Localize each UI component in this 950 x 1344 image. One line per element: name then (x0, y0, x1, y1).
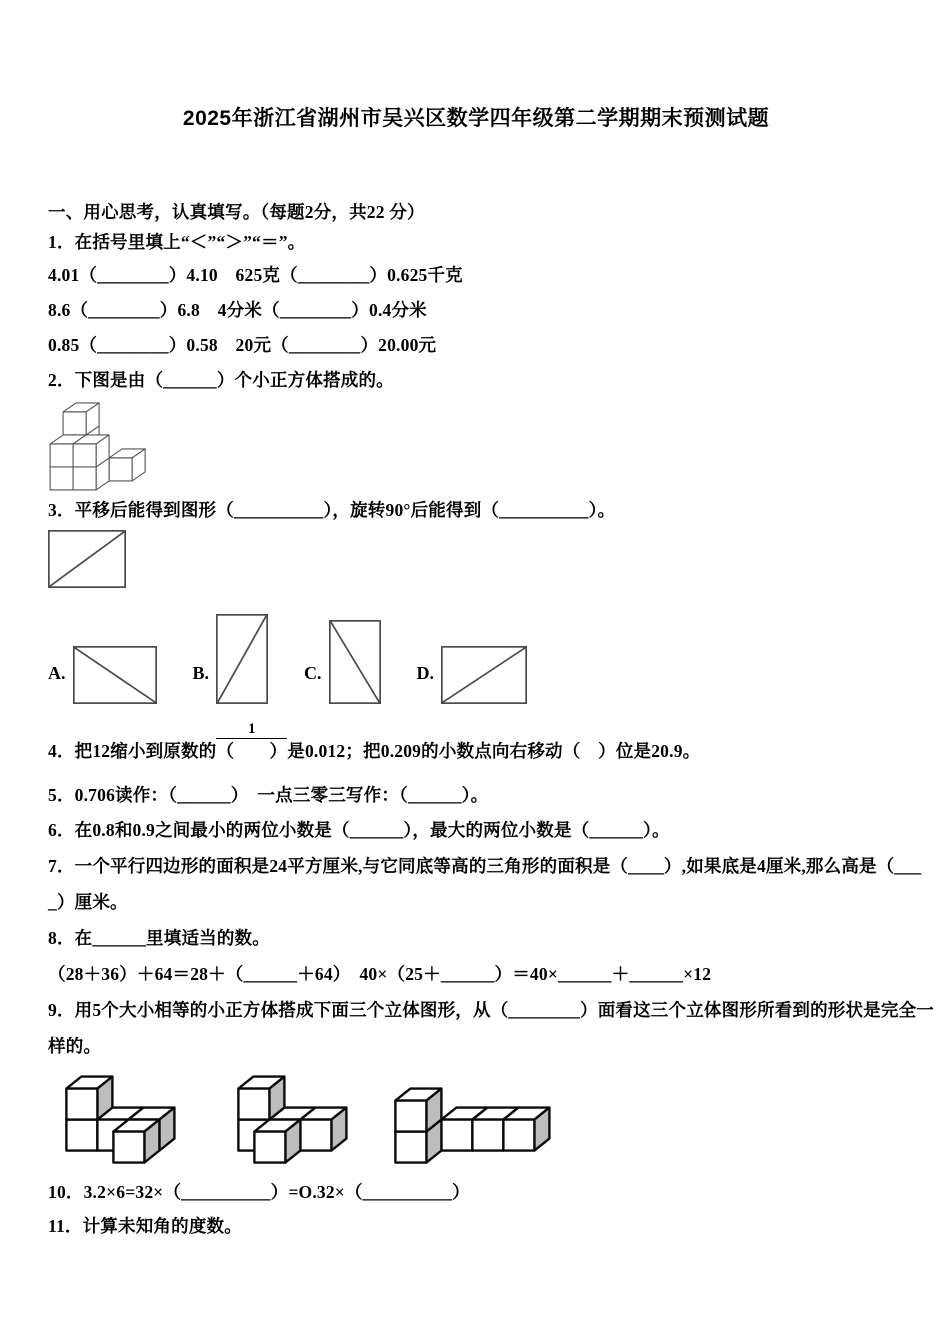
question-7-text-line-1: 7．一个平行四边形的面积是24平方厘米,与它同底等高的三角形的面积是（____）,如果底是4厘米,那么高是（___ (48, 856, 922, 876)
option-d-label: D. (416, 663, 435, 683)
question-2-text: 2．下图是由（______）个小正方体搭成的。 (48, 370, 394, 390)
question-9-figures-row (48, 1068, 904, 1166)
option-c-shape (329, 620, 381, 704)
question-11-text: 11．计算未知角的度数。 (48, 1216, 242, 1236)
question-5-text: 5．0.706读作：（______） 一点三零三写作：（______）。 (48, 785, 489, 805)
question-9-cube-figure-3 (392, 1073, 553, 1166)
option-a-shape (73, 646, 157, 704)
option-b-shape (216, 614, 268, 704)
section-1-heading: 一、用心思考，认真填写。（每题2分，共22 分） (48, 202, 425, 222)
option-c-label: C. (304, 663, 322, 683)
question-9-cube-figure-2 (220, 1073, 350, 1166)
option-d-shape (441, 646, 527, 704)
question-3-options-row (48, 612, 904, 704)
option-d (417, 646, 528, 704)
question-9-text-line-1: 9．用5个大小相等的小正方体搭成下面三个立体图形，从（________）面看这三个立体图形所看到的形状是完全一 (48, 1000, 934, 1020)
question-8-equation: （28＋36）＋64＝28＋（______＋64） 40×（25＋______）＝40×______＋______×12 (48, 964, 712, 984)
option-b-label: B. (192, 663, 210, 683)
option-b (193, 614, 269, 704)
question-1-compare-line-3: 0.85（________）0.58 20元（________）20.00元 (48, 335, 437, 355)
question-3-original-shape (48, 530, 904, 590)
question-4-text (48, 720, 904, 763)
question-6-text: 6．在0.8和0.9之间最小的两位小数是（______），最大的两位小数是（______）。 (48, 820, 670, 840)
question-1-compare-line-2: 8.6（________）6.8 4分米（________）0.4分米 (48, 300, 427, 320)
fraction-denominator: （ ） (216, 741, 288, 761)
question-4-prefix: 4．把12缩小到原数的 (48, 741, 217, 761)
question-2-cube-figure (48, 400, 904, 492)
option-a-label: A. (48, 663, 66, 683)
option-c (304, 620, 381, 704)
question-7-text-line-2: _）厘米。 (48, 892, 128, 912)
question-1-text: 1．在括号里填上“＜”“＞”“＝”。 (48, 232, 306, 252)
page-title: 2025年浙江省湖州市吴兴区数学四年级第二学期期末预测试题 (182, 107, 770, 130)
question-4-fraction (216, 720, 287, 763)
question-3-text: 3．平移后能得到图形（__________），旋转90°后能得到（__________）。 (48, 500, 616, 520)
question-8-text: 8．在______里填适当的数。 (48, 928, 270, 948)
question-1-compare-line-1: 4.01（________）4.10 625克（________）0.625千克 (48, 265, 463, 285)
question-9-text-line-2: 样的。 (48, 1036, 102, 1056)
question-9-cube-figure-1 (48, 1073, 178, 1166)
option-a (48, 646, 157, 704)
question-10-text: 10．3.2×6=32×（__________）=O.32×（__________） (48, 1182, 470, 1202)
fraction-numerator: 1 (216, 720, 287, 739)
question-4-suffix: 是0.012；把0.209的小数点向右移动（ ）位是20.9。 (287, 741, 701, 761)
